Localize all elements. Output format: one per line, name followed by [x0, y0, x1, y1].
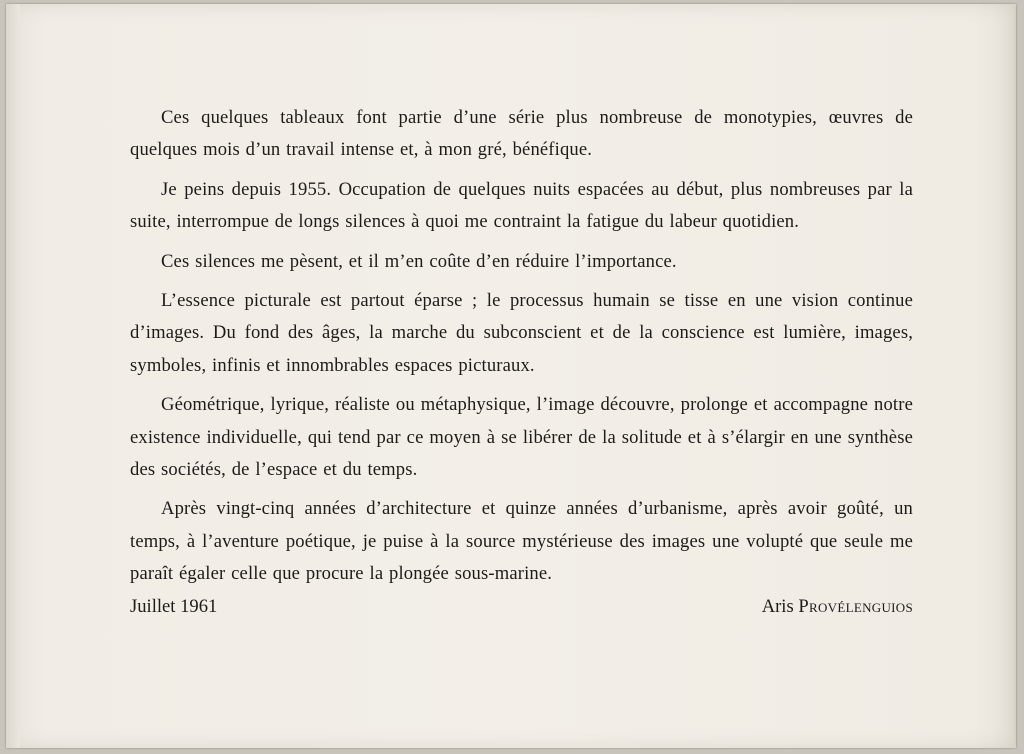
paragraph-6: Après vingt-cinq années d’architecture et quinze années d’urbanisme, après avoir goûté, un temps, à l’aventure poétique, je puise à la source mystérieuse des images une volupté que seule me paraît égaler celle que procure la plongée sous-marine.	[130, 498, 913, 585]
paragraph-2: Je peins depuis 1955. Occupation de quelques nuits espacées au début, plus nombreuses par la suite, interrompue de longs silences à quoi me contraint la fatigue du labeur quotidien.	[130, 178, 913, 233]
text-body	[130, 102, 913, 598]
signature-last-name: Provélenguios	[798, 596, 913, 617]
signature	[762, 596, 913, 618]
paragraph-1: Ces quelques tableaux font partie d’une série plus nombreuse de monotypies, œuvres de quelques mois d’un travail intense et, à mon gré, bénéfique.	[130, 107, 913, 161]
paper-sheet	[6, 4, 1016, 748]
signature-first-name: Aris	[761, 596, 794, 617]
paragraph-3: Ces silences me pèsent, et il m’en coûte d’en réduire l’importance.	[161, 250, 677, 272]
paragraph-5: Géométrique, lyrique, réaliste ou métaphysique, l’image découvre, prolonge et accompagne notre existence individuelle, qui tend par ce moyen à se libérer de la solitude et à s’élargir en une synthèse des sociétés, de l’espace et du temps.	[130, 394, 913, 481]
date: Juillet 1961	[130, 596, 218, 617]
paragraph-4: L’essence picturale est partout éparse ; le processus humain se tisse en une vision continue d’images. Du fond des âges, la marche du subconscient et de la conscience est lumière, images, symboles, infinis et innombrables espaces picturaux.	[130, 290, 913, 376]
footer	[130, 596, 913, 618]
